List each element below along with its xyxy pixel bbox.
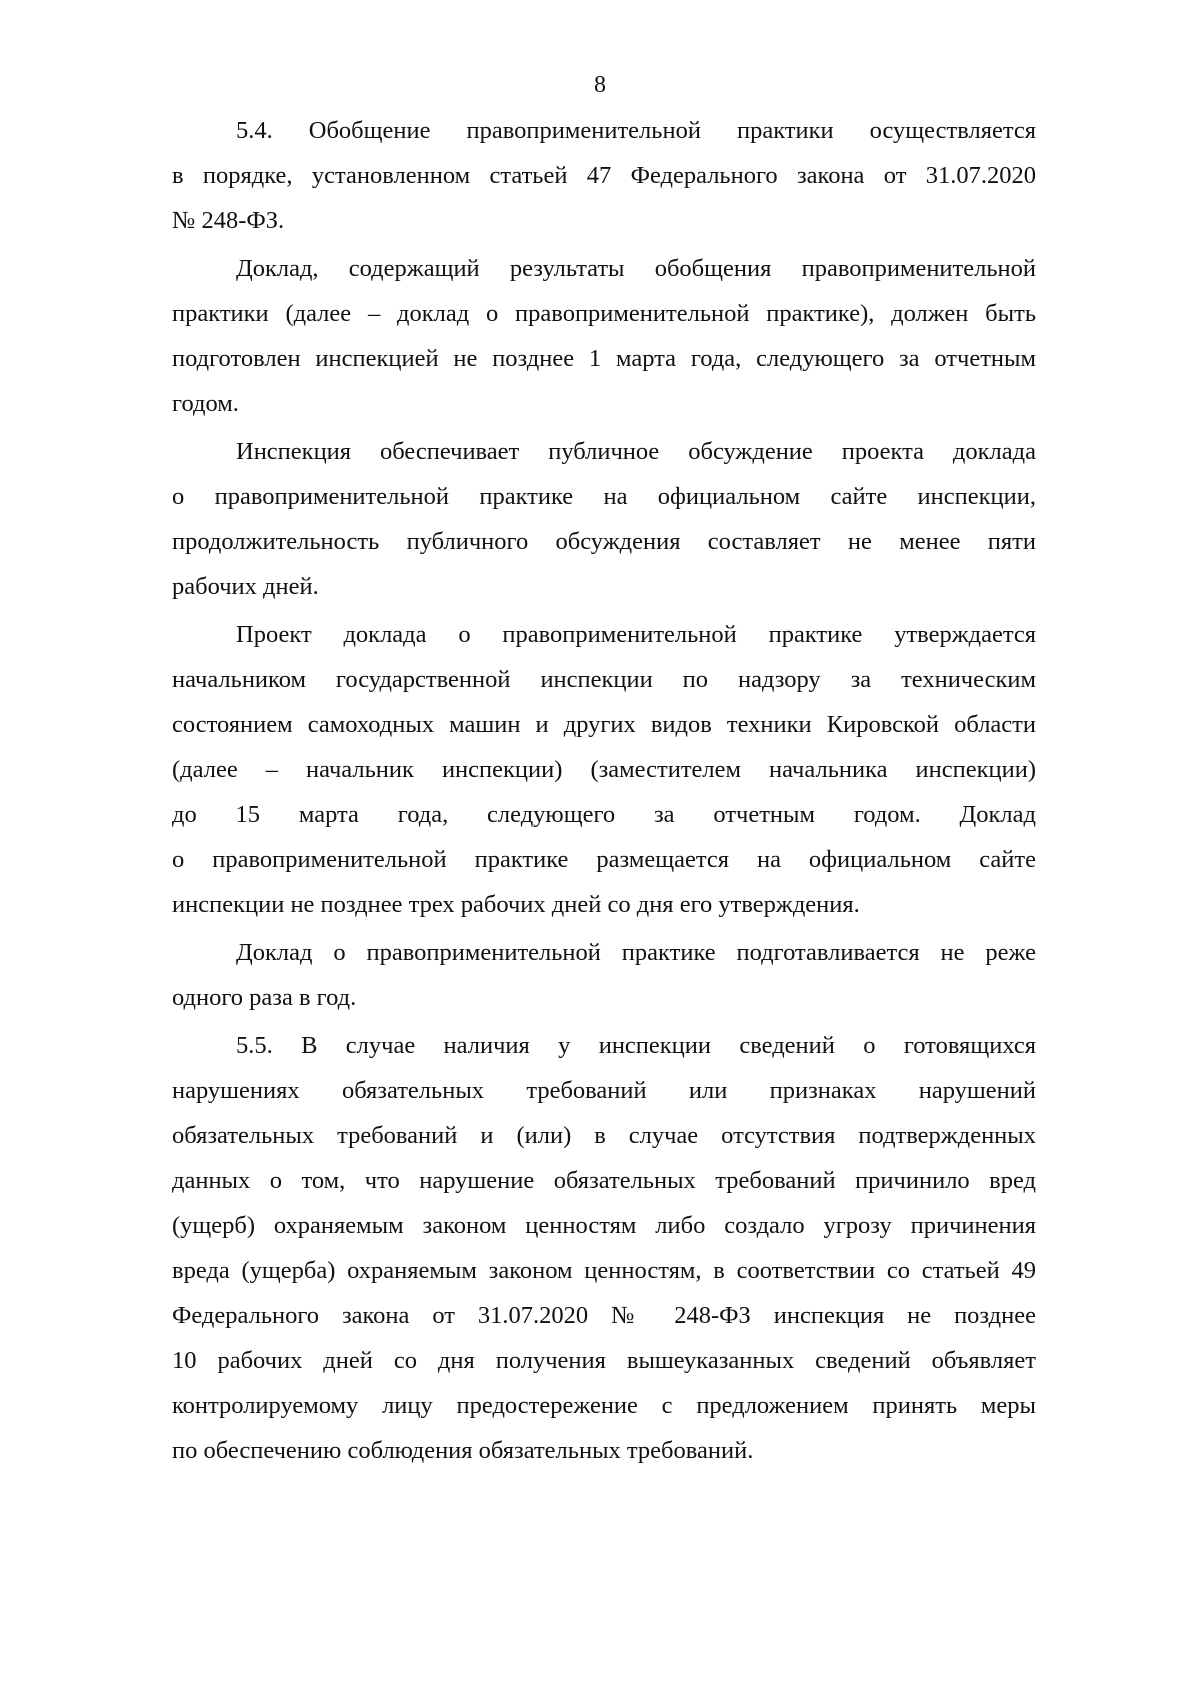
text-line: по обеспечению соблюдения обязательных требований. <box>172 1437 754 1464</box>
text-line: Инспекция обеспечивает публичное обсуждение проекта доклада <box>236 438 1036 465</box>
text-line: Доклад о правоприменительной практике подготавливается не реже <box>236 939 1036 966</box>
paragraph <box>172 930 1036 1020</box>
page-number: 8 <box>594 72 606 98</box>
text-line: подготовлен инспекцией не позднее 1 марта года, следующего за отчетным <box>172 345 1036 372</box>
text-line: № 248-ФЗ. <box>172 207 285 234</box>
text-line: 5.4. Обобщение правоприменительной практики осуществляется <box>236 117 1036 144</box>
text-line: продолжительность публичного обсуждения составляет не менее пяти <box>172 528 1036 555</box>
text-line: контролируемому лицу предостережение с предложением принять меры <box>172 1392 1036 1419</box>
paragraph <box>172 1023 1036 1473</box>
text-line: обязательных требований и (или) в случае отсутствия подтвержденных <box>172 1122 1036 1149</box>
text-line: о правоприменительной практике размещается на официальном сайте <box>172 846 1036 873</box>
text-line: в порядке, установленном статьей 47 Федерального закона от 31.07.2020 <box>172 162 1036 189</box>
text-line: 10 рабочих дней со дня получения вышеуказанных сведений объявляет <box>172 1347 1036 1374</box>
text-line: о правоприменительной практике на официальном сайте инспекции, <box>172 483 1036 510</box>
document-body <box>172 108 1036 1473</box>
text-line: данных о том, что нарушение обязательных требований причинило вред <box>172 1167 1036 1194</box>
text-line: годом. <box>172 390 239 417</box>
text-line: рабочих дней. <box>172 573 319 600</box>
text-line: нарушениях обязательных требований или признаках нарушений <box>172 1077 1036 1104</box>
paragraph <box>172 612 1036 927</box>
text-line: инспекции не позднее трех рабочих дней со дня его утверждения. <box>172 891 860 918</box>
text-line: одного раза в год. <box>172 984 357 1011</box>
text-line: (далее – начальник инспекции) (заместителем начальника инспекции) <box>172 756 1036 783</box>
text-line: начальником государственной инспекции по надзору за техническим <box>172 666 1036 693</box>
text-line: до 15 марта года, следующего за отчетным годом. Доклад <box>172 801 1036 828</box>
text-line: вреда (ущерба) охраняемым законом ценностям, в соответствии со статьей 49 <box>172 1257 1036 1284</box>
text-line: Федерального закона от 31.07.2020 № 248-ФЗ инспекция не позднее <box>172 1302 1036 1329</box>
paragraph <box>172 429 1036 609</box>
paragraph <box>172 246 1036 426</box>
text-line: состоянием самоходных машин и других видов техники Кировской области <box>172 711 1036 738</box>
text-line: 5.5. В случае наличия у инспекции сведений о готовящихся <box>236 1032 1036 1059</box>
text-line: (ущерб) охраняемым законом ценностям либо создало угрозу причинения <box>172 1212 1036 1239</box>
text-line: Проект доклада о правоприменительной практике утверждается <box>236 621 1036 648</box>
paragraph <box>172 108 1036 243</box>
text-line: Доклад, содержащий результаты обобщения правоприменительной <box>236 255 1036 282</box>
text-line: практики (далее – доклад о правоприменительной практике), должен быть <box>172 300 1036 327</box>
